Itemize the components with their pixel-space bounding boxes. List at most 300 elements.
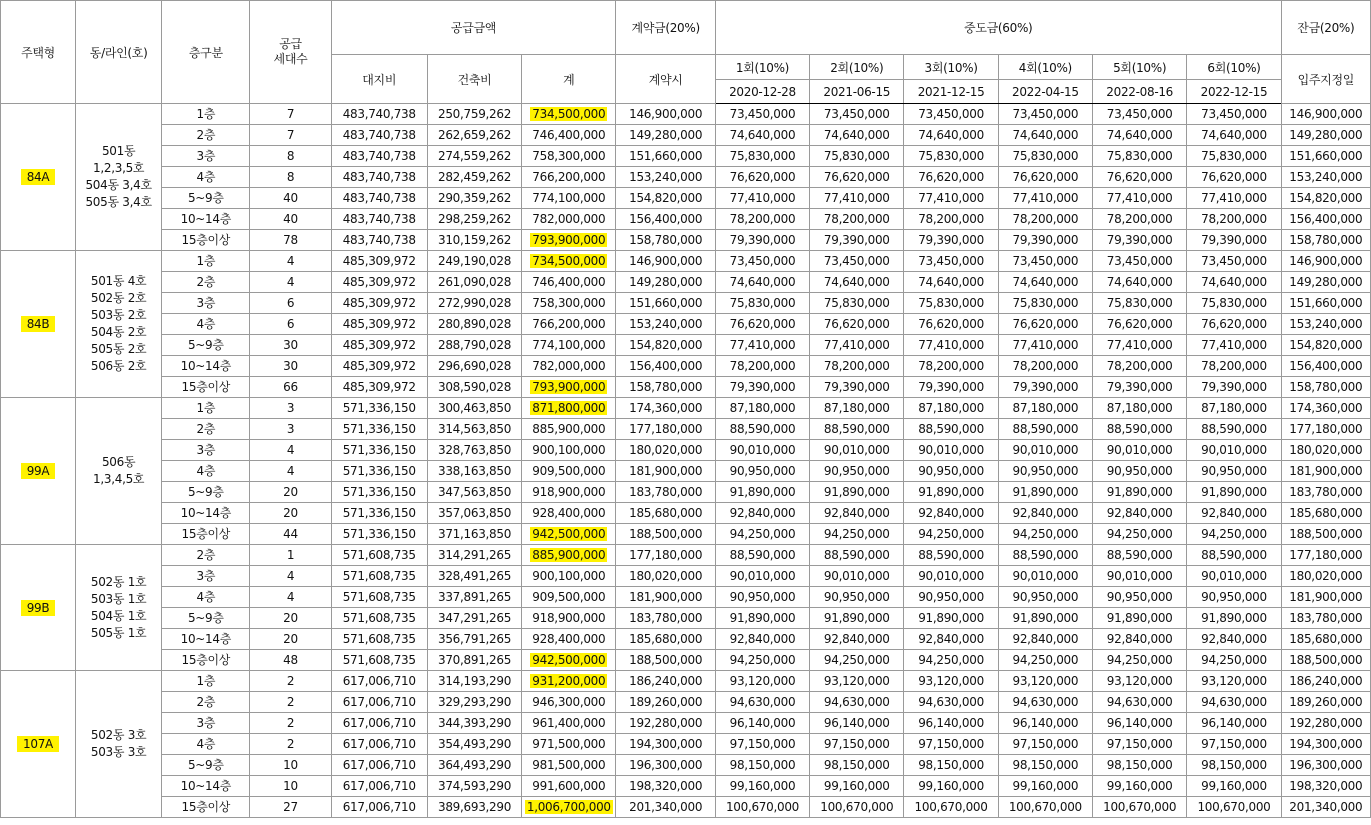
installment-6-cell: 91,890,000 <box>1187 482 1281 503</box>
total-price-cell <box>522 734 616 755</box>
contract-cell: 194,300,000 <box>616 734 715 755</box>
installment-3-cell: 94,250,000 <box>904 524 998 545</box>
table-row <box>1 377 1371 398</box>
installment-3-cell: 74,640,000 <box>904 125 998 146</box>
installment-5-cell: 99,160,000 <box>1093 776 1187 797</box>
installment-5-cell: 76,620,000 <box>1093 314 1187 335</box>
land-price-cell: 571,336,150 <box>331 461 427 482</box>
header-inst-2: 2회(10%) <box>810 55 904 80</box>
land-price-cell: 571,608,735 <box>331 608 427 629</box>
units-cell: 10 <box>250 776 331 797</box>
land-price-cell: 571,608,735 <box>331 650 427 671</box>
balance-cell: 146,900,000 <box>1281 251 1370 272</box>
total-price-cell <box>522 650 616 671</box>
installment-6-cell: 73,450,000 <box>1187 251 1281 272</box>
building-price-cell: 274,559,262 <box>427 146 521 167</box>
installment-4-cell: 73,450,000 <box>998 104 1092 125</box>
table-row <box>1 314 1371 335</box>
installment-3-cell: 99,160,000 <box>904 776 998 797</box>
land-price-cell: 571,336,150 <box>331 419 427 440</box>
dong-line-text: 504동 2호 <box>90 325 147 339</box>
installment-6-cell: 99,160,000 <box>1187 776 1281 797</box>
balance-cell: 181,900,000 <box>1281 461 1370 482</box>
floor-cell: 15층이상 <box>162 797 250 818</box>
floor-cell: 4층 <box>162 461 250 482</box>
units-cell: 2 <box>250 671 331 692</box>
installment-4-cell: 91,890,000 <box>998 482 1092 503</box>
installment-3-cell: 88,590,000 <box>904 545 998 566</box>
dong-line-text: 502동 2호 <box>90 291 147 305</box>
installment-3-cell: 90,950,000 <box>904 587 998 608</box>
installment-4-cell: 77,410,000 <box>998 335 1092 356</box>
installment-5-cell: 77,410,000 <box>1093 188 1187 209</box>
units-cell: 6 <box>250 314 331 335</box>
floor-cell: 5~9층 <box>162 482 250 503</box>
balance-cell: 153,240,000 <box>1281 314 1370 335</box>
total-price-cell <box>522 671 616 692</box>
installment-6-cell: 77,410,000 <box>1187 335 1281 356</box>
total-price-cell <box>522 440 616 461</box>
floor-cell: 10~14층 <box>162 356 250 377</box>
installment-2-cell: 76,620,000 <box>810 314 904 335</box>
land-price-cell: 485,309,972 <box>331 377 427 398</box>
floor-cell: 3층 <box>162 293 250 314</box>
installment-4-cell: 90,010,000 <box>998 566 1092 587</box>
installment-1-cell: 100,670,000 <box>715 797 809 818</box>
installment-4-cell: 74,640,000 <box>998 272 1092 293</box>
table-row <box>1 734 1371 755</box>
contract-cell: 158,780,000 <box>616 230 715 251</box>
dong-line-cell <box>76 671 162 818</box>
installment-3-cell: 78,200,000 <box>904 356 998 377</box>
land-price-cell: 485,309,972 <box>331 293 427 314</box>
total-price-cell <box>522 251 616 272</box>
table-row <box>1 251 1371 272</box>
installment-2-cell: 73,450,000 <box>810 104 904 125</box>
building-price-cell: 329,293,290 <box>427 692 521 713</box>
units-cell: 8 <box>250 146 331 167</box>
installment-2-cell: 75,830,000 <box>810 293 904 314</box>
installment-1-cell: 96,140,000 <box>715 713 809 734</box>
balance-cell: 192,280,000 <box>1281 713 1370 734</box>
floor-cell: 2층 <box>162 125 250 146</box>
installment-6-cell: 75,830,000 <box>1187 146 1281 167</box>
total-price-cell <box>522 461 616 482</box>
installment-3-cell: 73,450,000 <box>904 251 998 272</box>
total-price-cell <box>522 629 616 650</box>
header-balance-when: 입주지정일 <box>1281 55 1370 104</box>
contract-cell: 174,360,000 <box>616 398 715 419</box>
contract-cell: 156,400,000 <box>616 209 715 230</box>
table-row <box>1 230 1371 251</box>
table-row <box>1 125 1371 146</box>
total-price-value: 991,600,000 <box>532 779 606 793</box>
dong-line-text: 1,2,3,5호 <box>93 161 145 175</box>
balance-cell: 189,260,000 <box>1281 692 1370 713</box>
total-price-cell <box>522 482 616 503</box>
installment-6-cell: 75,830,000 <box>1187 293 1281 314</box>
installment-3-cell: 76,620,000 <box>904 167 998 188</box>
building-price-cell: 290,359,262 <box>427 188 521 209</box>
table-row <box>1 671 1371 692</box>
units-cell: 20 <box>250 608 331 629</box>
installment-4-cell: 75,830,000 <box>998 146 1092 167</box>
installment-1-cell: 74,640,000 <box>715 272 809 293</box>
contract-cell: 196,300,000 <box>616 755 715 776</box>
balance-cell: 183,780,000 <box>1281 608 1370 629</box>
contract-cell: 188,500,000 <box>616 524 715 545</box>
table-row <box>1 398 1371 419</box>
housing-type-label: 84A <box>21 169 56 185</box>
installment-6-cell: 73,450,000 <box>1187 104 1281 125</box>
total-price-value: 900,100,000 <box>532 569 606 583</box>
installment-4-cell: 77,410,000 <box>998 188 1092 209</box>
installment-3-cell: 90,010,000 <box>904 566 998 587</box>
balance-cell: 180,020,000 <box>1281 440 1370 461</box>
installment-2-cell: 96,140,000 <box>810 713 904 734</box>
installment-3-cell: 90,950,000 <box>904 461 998 482</box>
floor-cell: 5~9층 <box>162 755 250 776</box>
installment-2-cell: 98,150,000 <box>810 755 904 776</box>
table-row <box>1 503 1371 524</box>
installment-5-cell: 75,830,000 <box>1093 293 1187 314</box>
units-cell: 4 <box>250 251 331 272</box>
total-price-value: 734,500,000 <box>532 254 606 268</box>
installment-5-cell: 92,840,000 <box>1093 503 1187 524</box>
header-sum: 계 <box>522 55 616 104</box>
installment-2-cell: 77,410,000 <box>810 188 904 209</box>
installment-1-cell: 79,390,000 <box>715 230 809 251</box>
installment-1-cell: 88,590,000 <box>715 545 809 566</box>
building-price-cell: 249,190,028 <box>427 251 521 272</box>
installment-4-cell: 88,590,000 <box>998 419 1092 440</box>
table-row <box>1 293 1371 314</box>
land-price-cell: 485,309,972 <box>331 251 427 272</box>
balance-cell: 188,500,000 <box>1281 524 1370 545</box>
total-price-value: 981,500,000 <box>532 758 606 772</box>
units-cell: 4 <box>250 272 331 293</box>
total-price-cell <box>522 524 616 545</box>
balance-cell: 154,820,000 <box>1281 335 1370 356</box>
header-contract-when: 계약시 <box>616 55 715 104</box>
total-price-cell <box>522 398 616 419</box>
housing-type-cell <box>1 671 76 818</box>
total-price-value: 885,900,000 <box>532 422 606 436</box>
units-cell: 4 <box>250 587 331 608</box>
land-price-cell: 617,006,710 <box>331 671 427 692</box>
installment-2-cell: 90,010,000 <box>810 440 904 461</box>
building-price-cell: 296,690,028 <box>427 356 521 377</box>
total-price-cell <box>522 335 616 356</box>
units-cell: 48 <box>250 650 331 671</box>
floor-cell: 1층 <box>162 251 250 272</box>
land-price-cell: 571,336,150 <box>331 503 427 524</box>
housing-type-cell <box>1 104 76 251</box>
units-cell: 3 <box>250 419 331 440</box>
total-price-cell <box>522 566 616 587</box>
installment-2-cell: 77,410,000 <box>810 335 904 356</box>
balance-cell: 146,900,000 <box>1281 104 1370 125</box>
installment-6-cell: 90,950,000 <box>1187 587 1281 608</box>
dong-line-text: 502동 1호 <box>90 574 147 589</box>
balance-cell: 151,660,000 <box>1281 146 1370 167</box>
total-price-value: 928,400,000 <box>532 632 606 646</box>
total-price-value: 782,000,000 <box>532 212 606 226</box>
units-cell: 3 <box>250 398 331 419</box>
installment-3-cell: 92,840,000 <box>904 629 998 650</box>
floor-cell: 4층 <box>162 314 250 335</box>
installment-1-cell: 90,010,000 <box>715 440 809 461</box>
contract-cell: 153,240,000 <box>616 167 715 188</box>
table-row <box>1 524 1371 545</box>
header-inst-5-date: 2022-08-16 <box>1093 80 1187 104</box>
land-price-cell: 571,336,150 <box>331 398 427 419</box>
installment-6-cell: 88,590,000 <box>1187 419 1281 440</box>
floor-cell: 3층 <box>162 566 250 587</box>
dong-line-text: 505동 2호 <box>90 342 147 356</box>
total-price-cell <box>522 797 616 818</box>
installment-5-cell: 91,890,000 <box>1093 482 1187 503</box>
header-inst-3: 3회(10%) <box>904 55 998 80</box>
installment-5-cell: 90,950,000 <box>1093 587 1187 608</box>
installment-4-cell: 79,390,000 <box>998 230 1092 251</box>
installment-6-cell: 79,390,000 <box>1187 230 1281 251</box>
total-price-value: 734,500,000 <box>532 107 606 121</box>
installment-2-cell: 76,620,000 <box>810 167 904 188</box>
header-inst-4: 4회(10%) <box>998 55 1092 80</box>
installment-4-cell: 76,620,000 <box>998 167 1092 188</box>
dong-line-cell <box>76 104 162 251</box>
installment-5-cell: 94,630,000 <box>1093 692 1187 713</box>
total-price-value: 758,300,000 <box>532 149 606 163</box>
installment-3-cell: 100,670,000 <box>904 797 998 818</box>
contract-cell: 198,320,000 <box>616 776 715 797</box>
balance-cell: 185,680,000 <box>1281 629 1370 650</box>
dong-line-text: 505동 1호 <box>90 625 147 640</box>
balance-cell: 149,280,000 <box>1281 272 1370 293</box>
installment-3-cell: 77,410,000 <box>904 188 998 209</box>
total-price-cell <box>522 314 616 335</box>
installment-2-cell: 94,250,000 <box>810 650 904 671</box>
installment-4-cell: 91,890,000 <box>998 608 1092 629</box>
building-price-cell: 347,291,265 <box>427 608 521 629</box>
installment-6-cell: 94,250,000 <box>1187 524 1281 545</box>
total-price-value: 746,400,000 <box>532 128 606 142</box>
floor-cell: 4층 <box>162 167 250 188</box>
housing-type-label: 84B <box>21 316 56 332</box>
installment-6-cell: 76,620,000 <box>1187 167 1281 188</box>
installment-5-cell: 90,010,000 <box>1093 440 1187 461</box>
total-price-value: 1,006,700,000 <box>526 800 611 814</box>
floor-cell: 3층 <box>162 713 250 734</box>
balance-cell: 158,780,000 <box>1281 377 1370 398</box>
installment-2-cell: 74,640,000 <box>810 125 904 146</box>
table-row <box>1 587 1371 608</box>
dong-line-cell <box>76 398 162 545</box>
header-inst-1: 1회(10%) <box>715 55 809 80</box>
installment-2-cell: 90,950,000 <box>810 461 904 482</box>
housing-type-cell <box>1 545 76 671</box>
table-row <box>1 713 1371 734</box>
dong-line-text: 506동 2호 <box>90 359 147 373</box>
total-price-value: 931,200,000 <box>532 674 606 688</box>
header-inst-6-date: 2022-12-15 <box>1187 80 1281 104</box>
installment-6-cell: 94,630,000 <box>1187 692 1281 713</box>
installment-6-cell: 100,670,000 <box>1187 797 1281 818</box>
units-cell: 30 <box>250 356 331 377</box>
floor-cell: 10~14층 <box>162 776 250 797</box>
installment-5-cell: 92,840,000 <box>1093 629 1187 650</box>
installment-1-cell: 92,840,000 <box>715 503 809 524</box>
installment-1-cell: 74,640,000 <box>715 125 809 146</box>
total-price-value: 885,900,000 <box>532 548 606 562</box>
table-row <box>1 566 1371 587</box>
installment-5-cell: 73,450,000 <box>1093 104 1187 125</box>
balance-cell: 186,240,000 <box>1281 671 1370 692</box>
floor-cell: 5~9층 <box>162 608 250 629</box>
installment-5-cell: 97,150,000 <box>1093 734 1187 755</box>
balance-cell: 177,180,000 <box>1281 419 1370 440</box>
total-price-value: 766,200,000 <box>532 170 606 184</box>
installment-3-cell: 74,640,000 <box>904 272 998 293</box>
balance-cell: 201,340,000 <box>1281 797 1370 818</box>
installment-4-cell: 94,250,000 <box>998 524 1092 545</box>
building-price-cell: 389,693,290 <box>427 797 521 818</box>
installment-3-cell: 77,410,000 <box>904 335 998 356</box>
installment-4-cell: 76,620,000 <box>998 314 1092 335</box>
land-price-cell: 483,740,738 <box>331 209 427 230</box>
units-cell: 20 <box>250 503 331 524</box>
installment-2-cell: 94,630,000 <box>810 692 904 713</box>
floor-cell: 3층 <box>162 146 250 167</box>
table-row <box>1 776 1371 797</box>
total-price-cell <box>522 146 616 167</box>
table-row <box>1 545 1371 566</box>
units-cell: 44 <box>250 524 331 545</box>
installment-2-cell: 90,950,000 <box>810 587 904 608</box>
land-price-cell: 483,740,738 <box>331 125 427 146</box>
header-building: 건축비 <box>427 55 521 104</box>
contract-cell: 149,280,000 <box>616 125 715 146</box>
header-inst-1-date: 2020-12-28 <box>715 80 809 104</box>
installment-1-cell: 94,250,000 <box>715 524 809 545</box>
total-price-value: 909,500,000 <box>532 464 606 478</box>
installment-2-cell: 100,670,000 <box>810 797 904 818</box>
installment-6-cell: 88,590,000 <box>1187 545 1281 566</box>
floor-cell: 1층 <box>162 398 250 419</box>
building-price-cell: 354,493,290 <box>427 734 521 755</box>
floor-cell: 10~14층 <box>162 503 250 524</box>
housing-type-label: 99A <box>21 463 56 479</box>
installment-1-cell: 98,150,000 <box>715 755 809 776</box>
header-contract: 계약금(20%) <box>616 1 715 55</box>
installment-6-cell: 96,140,000 <box>1187 713 1281 734</box>
header-land: 대지비 <box>331 55 427 104</box>
table-row <box>1 167 1371 188</box>
installment-5-cell: 94,250,000 <box>1093 650 1187 671</box>
installment-3-cell: 94,250,000 <box>904 650 998 671</box>
total-price-value: 871,800,000 <box>532 401 606 415</box>
floor-cell: 15층이상 <box>162 524 250 545</box>
units-cell: 27 <box>250 797 331 818</box>
table-row <box>1 419 1371 440</box>
units-cell: 66 <box>250 377 331 398</box>
building-price-cell: 328,491,265 <box>427 566 521 587</box>
installment-5-cell: 78,200,000 <box>1093 209 1187 230</box>
balance-cell: 194,300,000 <box>1281 734 1370 755</box>
dong-line-text: 504동 1호 <box>90 608 147 623</box>
header-inst-2-date: 2021-06-15 <box>810 80 904 104</box>
total-price-cell <box>522 209 616 230</box>
installment-1-cell: 88,590,000 <box>715 419 809 440</box>
building-price-cell: 356,791,265 <box>427 629 521 650</box>
installment-5-cell: 100,670,000 <box>1093 797 1187 818</box>
installment-3-cell: 75,830,000 <box>904 146 998 167</box>
installment-4-cell: 74,640,000 <box>998 125 1092 146</box>
total-price-cell <box>522 608 616 629</box>
floor-cell: 1층 <box>162 104 250 125</box>
balance-cell: 149,280,000 <box>1281 125 1370 146</box>
dong-line-text: 504동 3,4호 <box>85 178 152 192</box>
table-row <box>1 608 1371 629</box>
total-price-value: 758,300,000 <box>532 296 606 310</box>
floor-cell: 4층 <box>162 734 250 755</box>
installment-6-cell: 98,150,000 <box>1187 755 1281 776</box>
dong-line-text: 501동 <box>101 144 136 158</box>
table-row <box>1 482 1371 503</box>
building-price-cell: 357,063,850 <box>427 503 521 524</box>
land-price-cell: 483,740,738 <box>331 230 427 251</box>
dong-line-text: 503동 3호 <box>90 745 147 759</box>
building-price-cell: 374,593,290 <box>427 776 521 797</box>
dong-line-text: 506동 <box>101 455 136 469</box>
contract-cell: 154,820,000 <box>616 335 715 356</box>
installment-2-cell: 88,590,000 <box>810 419 904 440</box>
contract-cell: 192,280,000 <box>616 713 715 734</box>
land-price-cell: 483,740,738 <box>331 188 427 209</box>
header-inst-3-date: 2021-12-15 <box>904 80 998 104</box>
total-price-cell <box>522 104 616 125</box>
total-price-value: 774,100,000 <box>532 191 606 205</box>
units-cell: 40 <box>250 209 331 230</box>
contract-cell: 181,900,000 <box>616 461 715 482</box>
units-cell: 6 <box>250 293 331 314</box>
building-price-cell: 280,890,028 <box>427 314 521 335</box>
land-price-cell: 571,608,735 <box>331 629 427 650</box>
balance-cell: 198,320,000 <box>1281 776 1370 797</box>
land-price-cell: 483,740,738 <box>331 146 427 167</box>
dong-line-text: 502동 3호 <box>90 728 147 742</box>
units-cell: 20 <box>250 629 331 650</box>
housing-type-label: 99B <box>21 600 56 616</box>
header-balance: 잔금(20%) <box>1281 1 1370 55</box>
table-header <box>1 1 1371 104</box>
installment-5-cell: 88,590,000 <box>1093 419 1187 440</box>
contract-cell: 185,680,000 <box>616 629 715 650</box>
building-price-cell: 328,763,850 <box>427 440 521 461</box>
installment-1-cell: 90,950,000 <box>715 587 809 608</box>
installment-2-cell: 92,840,000 <box>810 629 904 650</box>
installment-2-cell: 88,590,000 <box>810 545 904 566</box>
header-units-label: 공급 세대수 <box>273 37 308 66</box>
contract-cell: 201,340,000 <box>616 797 715 818</box>
building-price-cell: 338,163,850 <box>427 461 521 482</box>
total-price-value: 918,900,000 <box>532 485 606 499</box>
units-cell: 4 <box>250 566 331 587</box>
units-cell: 4 <box>250 461 331 482</box>
installment-4-cell: 73,450,000 <box>998 251 1092 272</box>
installment-4-cell: 98,150,000 <box>998 755 1092 776</box>
